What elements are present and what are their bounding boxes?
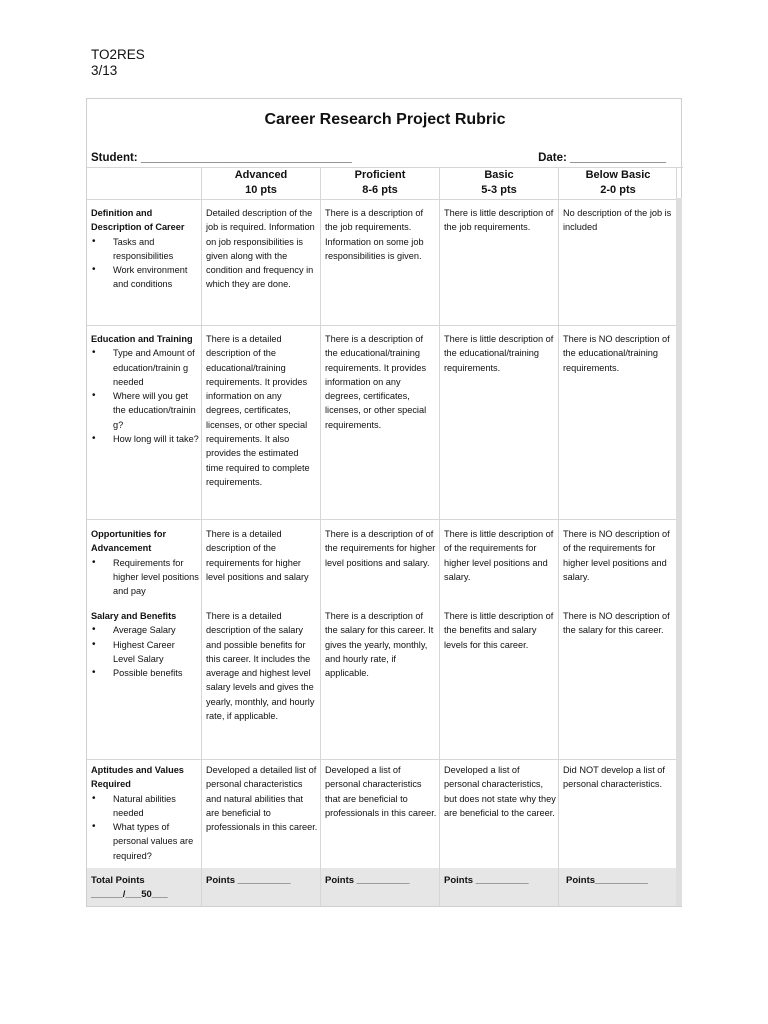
- column-points: 5-3 pts: [481, 184, 517, 196]
- rubric-cell-below-basic: No description of the job is included: [563, 208, 672, 233]
- column-name: Basic: [484, 169, 514, 181]
- rubric-cell-proficient: There is a description of the salary for this career. It gives the yearly, monthly, and hourly rate, if applicable.: [325, 611, 434, 679]
- criterion-bullet: • Type and Amount of education/trainin g needed: [91, 346, 199, 389]
- column-header-proficient: [321, 168, 439, 198]
- criterion-bullet: • Highest Career Level Salary: [91, 638, 199, 667]
- criterion-title: Aptitudes and Values Required: [91, 765, 184, 790]
- rubric-cell-basic: There is little description of the benefits and salary levels for this career.: [444, 611, 554, 650]
- grid-line: [87, 759, 677, 760]
- column-header-basic: [440, 168, 558, 198]
- criterion-title: Definition and Description of Career: [91, 208, 185, 233]
- points-proficient: Points __________: [325, 875, 410, 886]
- grid-line: [439, 167, 440, 906]
- criterion-bullet: • Work environment and conditions: [91, 263, 199, 292]
- criterion-bullet: • Natural abilities needed: [91, 792, 199, 821]
- points-basic: Points __________: [444, 875, 529, 886]
- rubric-cell-basic: There is little description of the educational/training requirements.: [444, 334, 554, 373]
- rubric-cell-below-basic: There is NO description of the educational/training requirements.: [563, 334, 670, 373]
- criterion-advancement: [91, 527, 199, 598]
- column-points: 2-0 pts: [600, 184, 636, 196]
- total-points: [91, 874, 199, 902]
- rubric-cell-basic: There is little description of of the requirements for higher level positions and salary.: [444, 529, 554, 582]
- grid-line: [87, 199, 677, 200]
- rubric-cell-below-basic: There is NO description of of the requirements for higher level positions and salary.: [563, 529, 670, 582]
- grid-line: [201, 167, 202, 906]
- grid-line: [87, 519, 677, 520]
- grid-line: [87, 325, 677, 326]
- column-header-advanced: [202, 168, 320, 198]
- criterion-bullet: • Average Salary: [91, 623, 199, 637]
- rubric-page: [86, 98, 682, 907]
- rubric-cell-proficient: There is a description of the job requirements. Information on some job responsibilities is given.: [325, 208, 424, 261]
- criterion-definition: [91, 206, 199, 292]
- document-code: TO2RES: [91, 47, 145, 62]
- criterion-bullet: • What types of personal values are required?: [91, 820, 199, 863]
- total-points-label: Total Points: [91, 875, 145, 886]
- points-below-basic: Points__________: [566, 875, 648, 886]
- criterion-aptitudes: [91, 763, 199, 863]
- column-points: 8-6 pts: [362, 184, 398, 196]
- criterion-bullet: • Requirements for higher level positions and pay: [91, 556, 199, 599]
- criterion-title: Opportunities for Advancement: [91, 529, 167, 554]
- scrollbar[interactable]: [676, 198, 682, 906]
- points-advanced: Points __________: [206, 875, 291, 886]
- rubric-cell-proficient: There is a description of of the requirements for higher level positions and salary.: [325, 529, 436, 568]
- criterion-bullet: • Possible benefits: [91, 666, 199, 680]
- criterion-title: Salary and Benefits: [91, 611, 177, 621]
- rubric-cell-below-basic: There is NO description of the salary for this career.: [563, 611, 670, 636]
- column-points: 10 pts: [245, 184, 277, 196]
- total-points-score: ______/___50___: [91, 889, 168, 900]
- criterion-bullet: • How long will it take?: [91, 432, 199, 446]
- student-field: Student: _________________________________: [91, 152, 352, 164]
- date-field: Date: _______________: [538, 152, 666, 164]
- criterion-title: Education and Training: [91, 334, 193, 344]
- rubric-cell-advanced: There is a detailed description of the requirements for higher level positions and salary: [206, 529, 309, 582]
- column-header-below-basic: [559, 168, 677, 198]
- rubric-cell-proficient: There is a description of the educational/training requirements. It provides information on any degrees, certificates, licenses, or other special requirements.: [325, 334, 427, 430]
- criterion-bullet: • Where will you get the education/trainin g?: [91, 389, 199, 432]
- document-date: 3/13: [91, 63, 118, 78]
- rubric-cell-advanced: There is a detailed description of the educational/training requirements. It provides information on any degrees, certificates, licenses, or other special requirements. It also provides the estimated time required to complete requirements.: [206, 334, 310, 487]
- column-name: Below Basic: [585, 169, 651, 181]
- column-name: Advanced: [234, 169, 288, 181]
- rubric-title: Career Research Project Rubric: [264, 111, 506, 128]
- grid-line: [320, 167, 321, 906]
- rubric-cell-advanced: There is a detailed description of the salary and possible benefits for this career. It includes the average and highest level salary levels and gives the yearly, monthly, and hourly rate, if applicable.: [206, 611, 315, 722]
- rubric-cell-below-basic: Did NOT develop a list of personal characteristics.: [563, 765, 665, 790]
- rubric-cell-advanced: Detailed description of the job is required. Information on job responsibilities is given along with the condition and frequency in which they are done.: [206, 208, 315, 290]
- criterion-bullet: • Tasks and responsibilities: [91, 235, 199, 264]
- grid-line: [558, 167, 559, 906]
- criterion-education: [91, 332, 199, 446]
- rubric-cell-basic: Developed a list of personal characteristics, but does not state why they are beneficial to the career.: [444, 765, 556, 818]
- column-name: Proficient: [354, 169, 406, 181]
- criterion-salary: [91, 609, 199, 680]
- rubric-cell-advanced: Developed a detailed list of personal characteristics and natural abilities that are beneficial to professionals in this career.: [206, 765, 318, 833]
- rubric-cell-proficient: Developed a list of personal characteristics that are beneficial to professionals in this career.: [325, 765, 437, 818]
- rubric-cell-basic: There is little description of the job requirements.: [444, 208, 554, 233]
